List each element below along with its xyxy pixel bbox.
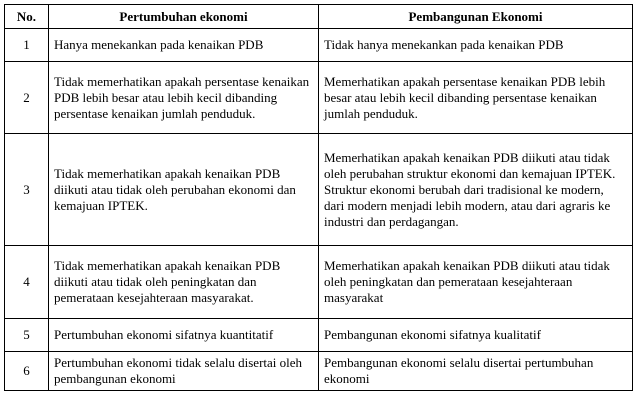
growth-cell: Pertumbuhan ekonomi tidak selalu disertai oleh pembangunan ekonomi [49, 352, 319, 391]
development-cell: Tidak hanya menekankan pada kenaikan PDB [319, 29, 633, 62]
row-number: 3 [5, 134, 49, 246]
growth-cell: Pertumbuhan ekonomi sifatnya kuantitatif [49, 319, 319, 352]
growth-cell: Tidak memerhatikan apakah persentase kenaikan PDB lebih besar atau lebih kecil dibanding persentase kenaikan jumlah penduduk. [49, 62, 319, 134]
table-row [5, 319, 633, 352]
development-cell: Memerhatikan apakah persentase kenaikan PDB lebih besar atau lebih kecil dibanding persentase kenaikan jumlah penduduk. [319, 62, 633, 134]
growth-cell: Tidak memerhatikan apakah kenaikan PDB diikuti atau tidak oleh peningkatan dan pemerataan kesejahteraan masyarakat. [49, 246, 319, 319]
row-number: 4 [5, 246, 49, 319]
table-row [5, 134, 633, 246]
table-header-row [5, 5, 633, 29]
table-row [5, 352, 633, 391]
growth-cell: Tidak memerhatikan apakah kenaikan PDB diikuti atau tidak oleh perubahan ekonomi dan kemajuan IPTEK. [49, 134, 319, 246]
development-cell: Pembangunan ekonomi sifatnya kualitatif [319, 319, 633, 352]
growth-cell: Hanya menekankan pada kenaikan PDB [49, 29, 319, 62]
table-row [5, 62, 633, 134]
table-row [5, 29, 633, 62]
header-development: Pembangunan Ekonomi [319, 5, 633, 29]
row-number: 2 [5, 62, 49, 134]
header-no: No. [5, 5, 49, 29]
comparison-table [4, 4, 633, 391]
row-number: 6 [5, 352, 49, 391]
development-cell: Pembangunan ekonomi selalu disertai pertumbuhan ekonomi [319, 352, 633, 391]
row-number: 5 [5, 319, 49, 352]
row-number: 1 [5, 29, 49, 62]
development-cell: Memerhatikan apakah kenaikan PDB diikuti atau tidak oleh peningkatan dan pemerataan kesejahteraan masyarakat [319, 246, 633, 319]
header-growth: Pertumbuhan ekonomi [49, 5, 319, 29]
table-row [5, 246, 633, 319]
development-cell: Memerhatikan apakah kenaikan PDB diikuti atau tidak oleh perubahan struktur ekonomi dan kemajuan IPTEK. Struktur ekonomi berubah dari tradisional ke modern, dari modern menjadi lebih modern, atau dari agraris ke industri dan perdagangan. [319, 134, 633, 246]
